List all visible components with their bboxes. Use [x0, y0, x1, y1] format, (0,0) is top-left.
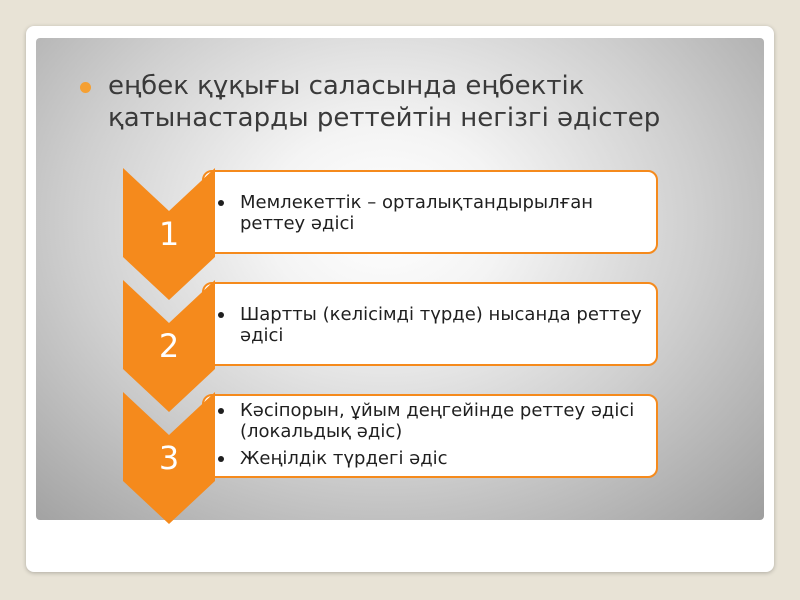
step-3-bullet-2-text: Жеңілдік түрдегі әдіс	[240, 448, 448, 469]
step-1-box	[202, 170, 658, 254]
step-1-number: 1	[158, 215, 180, 253]
step-2-box	[202, 282, 658, 366]
step-2-bullet-1-text: Шартты (келісімді түрде) нысанда реттеу әдісі	[240, 304, 642, 346]
step-3-bullet-1	[214, 400, 656, 442]
bullet-dot-icon	[218, 456, 224, 462]
heading-bullet-icon	[80, 82, 91, 93]
step-3-chevron	[123, 392, 215, 524]
step-2-bullet-1	[214, 304, 656, 346]
heading-text: еңбек құқығы саласында еңбектік қатынастарды реттейтін негізгі әдістер	[108, 71, 661, 133]
step-1-bullet-1	[214, 192, 656, 234]
bullet-dot-icon	[218, 200, 224, 206]
bullet-dot-icon	[218, 312, 224, 318]
step-3-bullet-2	[214, 448, 656, 469]
step-3-box	[202, 394, 658, 478]
step-2-number: 2	[158, 327, 180, 365]
step-1-bullet-1-text: Мемлекеттік – орталықтандырылған реттеу әдісі	[240, 192, 594, 234]
step-3-bullet-1-text: Кәсіпорын, ұйым деңгейінде реттеу әдісі (локальдық әдіс)	[240, 400, 635, 442]
step-3-number: 3	[158, 439, 180, 477]
slide-heading	[80, 70, 740, 134]
bullet-dot-icon	[218, 408, 224, 414]
